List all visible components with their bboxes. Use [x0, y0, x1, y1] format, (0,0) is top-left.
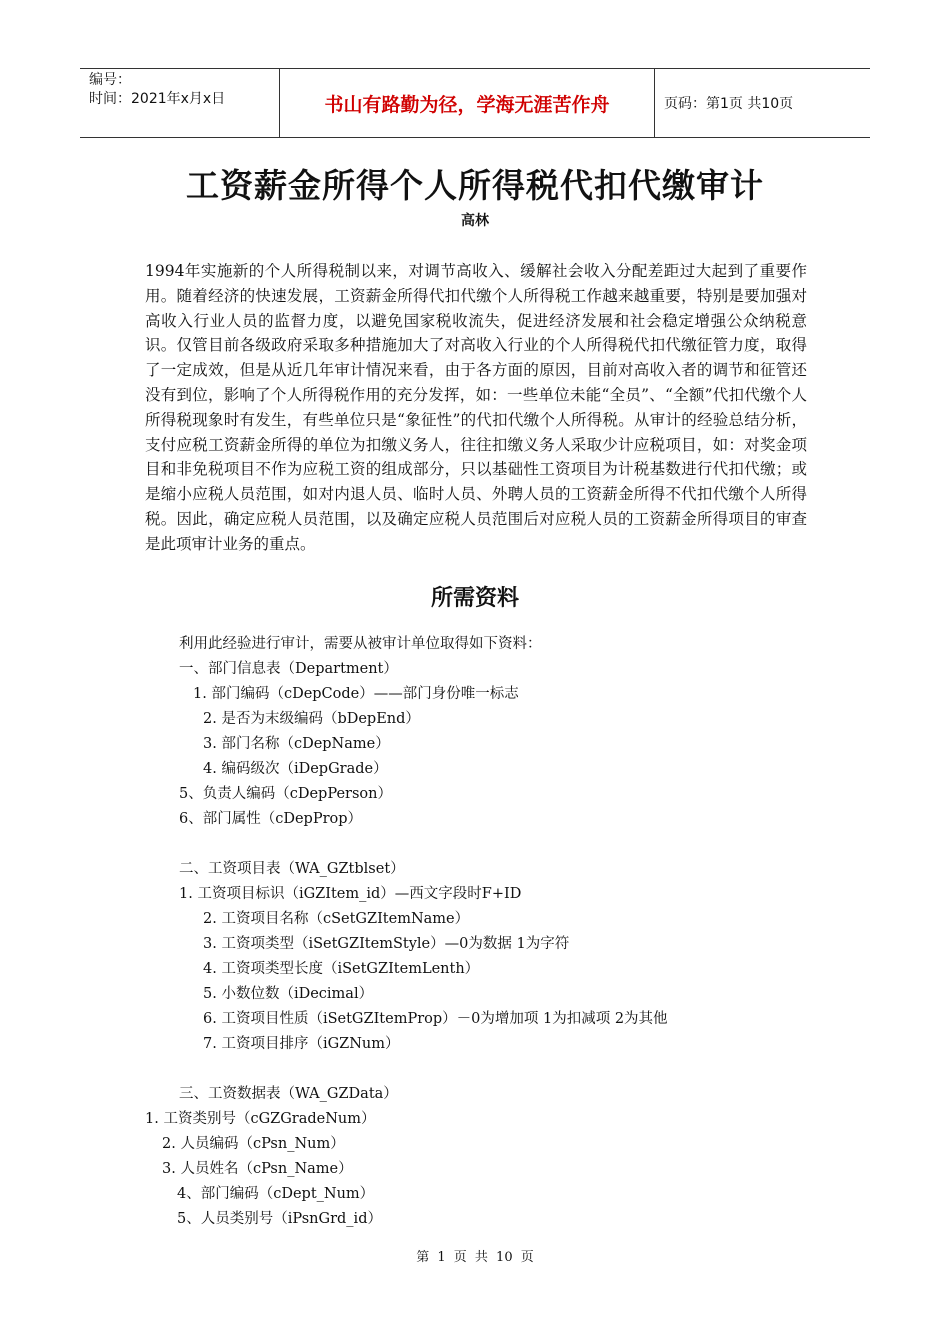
header-page-info: 页码：第1页 共10页 [664, 96, 794, 112]
list-line: 5、负责人编码（cDepPerson） [179, 786, 392, 802]
page-footer: 第 1 页 共 10 页 [416, 1250, 534, 1265]
document-title: 工资薪金所得个人所得税代扣代缴审计 [186, 166, 764, 205]
list-line: 4. 编码级次（iDepGrade） [203, 761, 388, 777]
list-line: 5. 小数位数（iDecimal） [203, 986, 374, 1002]
header-motto: 书山有路勤为径，学海无涯苦作舟 [280, 69, 655, 137]
list-line: 二、工资项目表（WA_GZtblset） [179, 861, 405, 877]
list-line: 3. 人员姓名（cPsn_Name） [162, 1161, 353, 1177]
page-header [80, 68, 870, 138]
list-line: 利用此经验进行审计，需要从被审计单位取得如下资料： [179, 636, 542, 652]
document-author: 高林 [461, 213, 489, 229]
header-meta [80, 69, 280, 137]
list-line: 1. 工资类别号（cGZGradeNum） [145, 1111, 376, 1127]
list-line: 3. 部门名称（cDepName） [203, 736, 390, 752]
list-line: 6、部门属性（cDepProp） [179, 811, 363, 827]
list-line: 2. 是否为末级编码（bDepEnd） [203, 711, 420, 727]
list-line: 5、人员类别号（iPsnGrd_id） [177, 1211, 382, 1227]
list-line: 2. 人员编码（cPsn_Num） [162, 1136, 345, 1152]
header-time-label: 时间：2021年x月x日 [89, 91, 226, 107]
section-title: 所需资料 [430, 586, 519, 611]
list-line: 3. 工资项类型（iSetGZItemStyle）—0为数据 1为字符 [203, 936, 570, 952]
header-number-label: 编号： [89, 72, 131, 88]
list-line: 7. 工资项目排序（iGZNum） [203, 1036, 400, 1052]
list-line: 1. 部门编码（cDepCode）——部门身份唯一标志 [193, 686, 519, 702]
list-line: 1. 工资项目标识（iGZItem_id）—西文字段时F+ID [179, 886, 522, 902]
list-line: 6. 工资项目性质（iSetGZItemProp）－0为增加项 1为扣减项 2为其他 [203, 1011, 668, 1027]
list-line: 一、部门信息表（Department） [179, 661, 398, 677]
list-line: 2. 工资项目名称（cSetGZItemName） [203, 911, 470, 927]
intro-paragraph: 1994年实施新的个人所得税制以来，对调节高收入、缓解社会收入分配差距过大起到了重要作用。随着经济的快速发展，工资薪金所得代扣代缴个人所得税工作越来越重要，特别是要加强对高收入行业人员的监督力度，以避免国家税收流失，促进经济发展和社会稳定增强公众纳税意识。仅管目前各级政府采取多种措施加大了对高收入行业的个人所得税代扣代缴征管力度，取得了一定成效，但是从近几年审计情况来看，由于各方面的原因，目前对高收入者的调节和征管还没有到位，影响了个人所得税作用的充分发挥，如：一些单位未能“全员”、“全额”代扣代缴个人所得税现象时有发生，有些单位只是“象征性”的代扣代缴个人所得税。从审计的经验总结分析，支付应税工资薪金所得的单位为扣缴义务人，往往扣缴义务人采取少计应税项目，如：对奖金项目和非免税项目不作为应税工资的组成部分，只以基础性工资项目为计税基数进行代扣代缴；或是缩小应税人员范围，如对内退人员、临时人员、外聘人员的工资薪金所得不代扣代缴个人所得税。因此，确定应税人员范围，以及确定应税人员范围后对应税人员的工资薪金所得项目的审查是此项审计业务的重点。 [145, 262, 807, 553]
list-line: 三、工资数据表（WA_GZData） [179, 1086, 398, 1102]
list-line: 4. 工资项类型长度（iSetGZItemLenth） [203, 961, 480, 977]
list-line: 4、部门编码（cDept_Num） [177, 1186, 375, 1202]
